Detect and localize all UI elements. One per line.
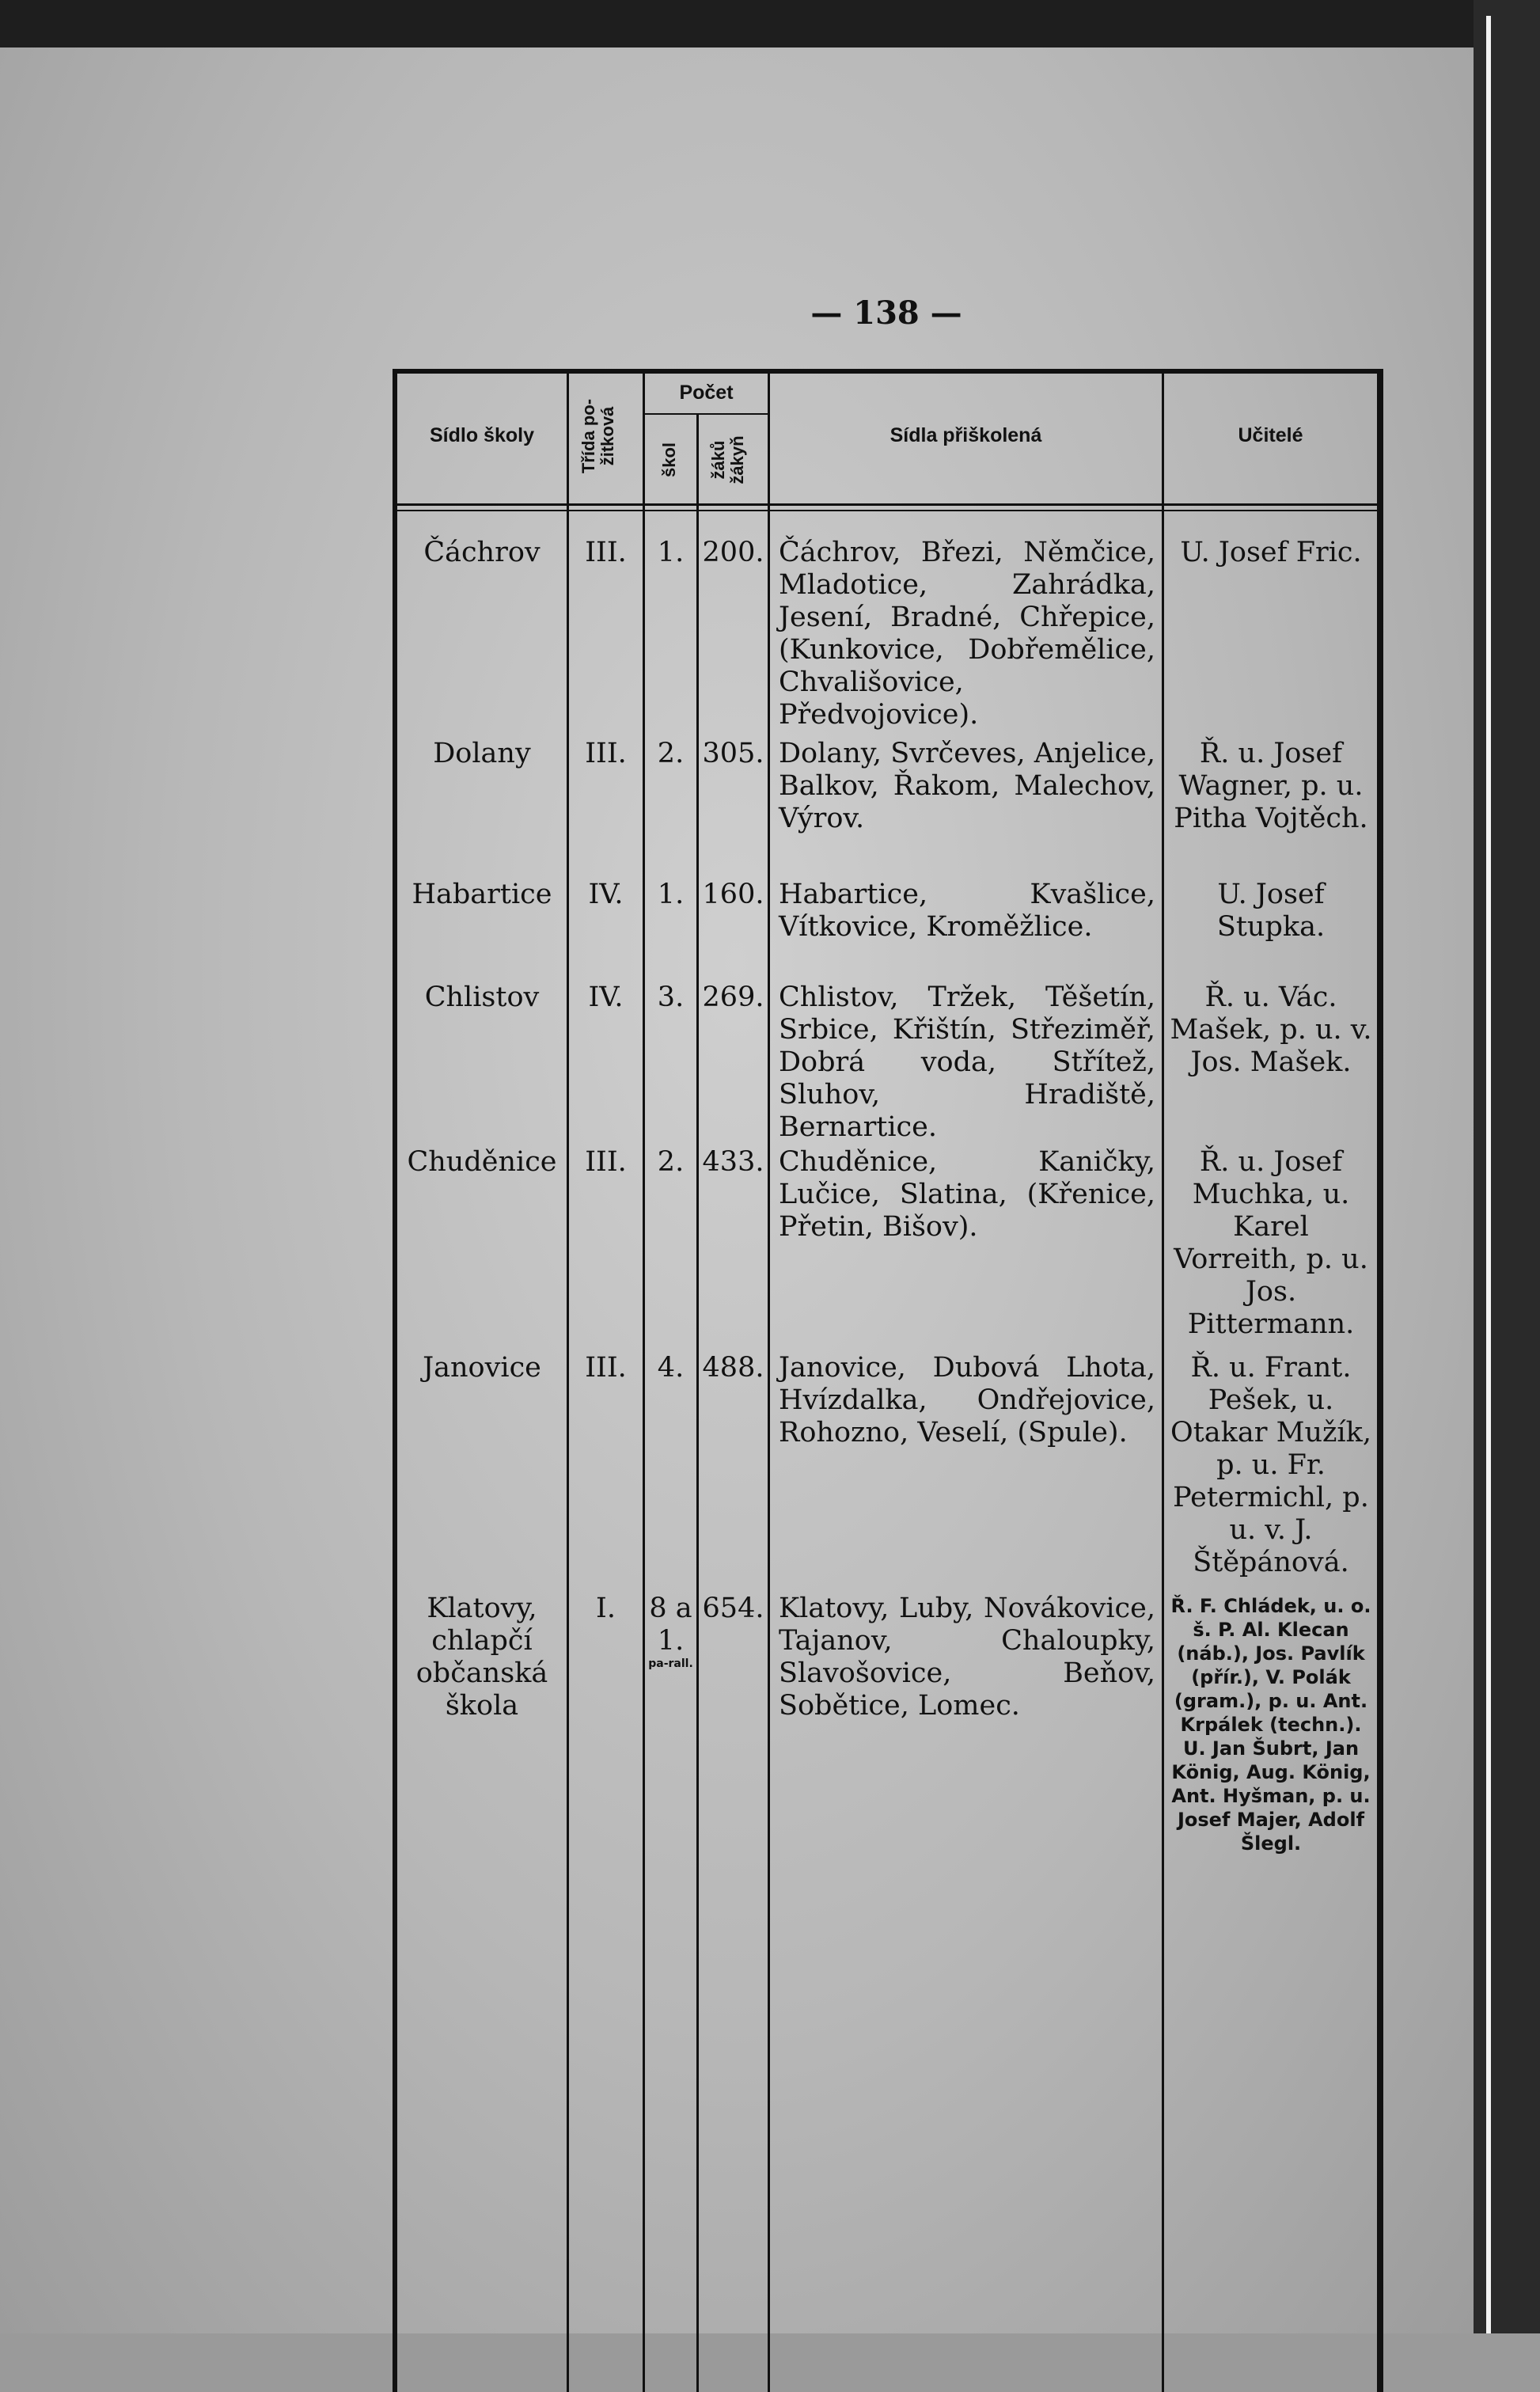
row-villages: Chuděnice, Kaničky, Lučice, Slatina, (Křenice, Přetin, Bišov). — [779, 1146, 1155, 1243]
header-count: Počet — [679, 382, 734, 404]
row-schools: 1. — [657, 537, 685, 568]
page-number: — 138 — — [810, 294, 962, 332]
row-villages: Chlistov, Tržek, Těšetín, Srbice, Křištín, Střeziměř, Dobrá voda, Střítež, Sluhov, Hradiště, Bernartice. — [779, 981, 1155, 1143]
row-seat: Klatovy, chlapčí občanská škola — [415, 1593, 548, 1722]
row-schools-note: pa-rall. — [648, 1657, 693, 1670]
row-class: III. — [585, 537, 627, 568]
scan-edge-line — [1486, 16, 1491, 2333]
row-pupils: 433. — [702, 1146, 764, 1178]
row-class: III. — [585, 738, 627, 769]
row-schools-value: 8 a 1. — [649, 1593, 692, 1657]
pocet-underline — [643, 413, 769, 415]
row-seat: Dolany — [433, 738, 531, 769]
col-divider-3 — [696, 415, 699, 2392]
row-pupils: 269. — [702, 981, 764, 1013]
row-pupils: 305. — [702, 738, 764, 769]
table-right-border — [1377, 369, 1383, 2392]
row-teachers: Ř. u. Frant. Pešek, u. Otakar Mužík, p. u. Fr. Petermichl, p. u. v. J. Štěpánová. — [1170, 1352, 1371, 1578]
row-teachers: Ř. F. Chládek, u. o. š. P. Al. Klecan (náb.), Jos. Pavlík (přír.), V. Polák (gram.), p. u. Ant. Krpálek (techn.). U. Jan Šubrt, Jan König, Aug. König, Ant. Hyšman, p. u. Josef Majer, Adolf Šlegl. — [1170, 1595, 1371, 1855]
row-schools: 3. — [657, 981, 685, 1013]
row-schools — [645, 1593, 696, 1670]
row-villages: Klatovy, Luby, Novákovice, Tajanov, Chaloupky, Slavošovice, Beňov, Sobětice, Lomec. — [779, 1593, 1155, 1722]
row-teachers: U. Josef Stupka. — [1216, 879, 1326, 943]
scan-border-right — [1474, 0, 1540, 2333]
row-villages: Habartice, Kvašlice, Vítkovice, Kroměžlice. — [779, 879, 1155, 943]
row-villages: Čáchrov, Březi, Němčice, Mladotice, Zahrádka, Jesení, Bradné, Chřepice, (Kunkovice, Dobřemělice, Chvališovice, Předvojovice). — [779, 537, 1155, 731]
header-pupils: žáků žákyň — [708, 435, 747, 484]
row-pupils: 488. — [702, 1352, 764, 1384]
header-class: Třída po- žitková — [578, 398, 617, 474]
school-table — [393, 369, 1383, 2392]
row-seat: Chlistov — [424, 981, 540, 1013]
row-schools: 4. — [657, 1352, 685, 1384]
header-villages: Sídla přiškolená — [889, 424, 1042, 446]
row-teachers: Ř. u. Josef Wagner, p. u. Pitha Vojtěch. — [1174, 738, 1368, 834]
col-divider-5 — [1162, 369, 1164, 2392]
row-villages: Dolany, Svrčeves, Anjelice, Balkov, Řakom, Malechov, Výrov. — [779, 738, 1155, 834]
header-bottom-rule-2 — [393, 510, 1383, 511]
row-schools: 2. — [657, 738, 685, 769]
row-seat: Janovice — [423, 1352, 541, 1384]
row-villages: Janovice, Dubová Lhota, Hvízdalka, Ondřejovice, Rohozno, Veselí, (Spule). — [779, 1352, 1155, 1448]
col-divider-4 — [768, 369, 770, 2392]
scan-border-top — [0, 0, 1540, 47]
row-class: I. — [596, 1593, 616, 1624]
header-seat: Sídlo školy — [430, 424, 534, 446]
header-schools: škol — [659, 442, 679, 478]
row-class: IV. — [588, 879, 624, 910]
row-class: III. — [585, 1352, 627, 1384]
row-seat: Čáchrov — [423, 537, 541, 568]
row-class: IV. — [588, 981, 624, 1013]
row-schools: 1. — [657, 879, 685, 910]
header-bottom-rule — [393, 503, 1383, 506]
row-seat: Habartice — [412, 879, 552, 910]
row-teachers: Ř. u. Josef Muchka, u. Karel Vorreith, p. u. Jos. Pittermann. — [1174, 1146, 1368, 1340]
row-class: III. — [585, 1146, 627, 1178]
row-schools: 2. — [657, 1146, 685, 1178]
row-pupils: 654. — [702, 1593, 764, 1624]
row-seat: Chuděnice — [407, 1146, 557, 1178]
header-teachers: Učitelé — [1238, 424, 1303, 446]
row-pupils: 160. — [702, 879, 764, 910]
row-teachers: U. Josef Fric. — [1180, 537, 1362, 568]
row-teachers: Ř. u. Vác. Mašek, p. u. v. Jos. Mašek. — [1170, 981, 1372, 1078]
table-top-border — [393, 369, 1383, 374]
row-pupils: 200. — [702, 537, 764, 568]
